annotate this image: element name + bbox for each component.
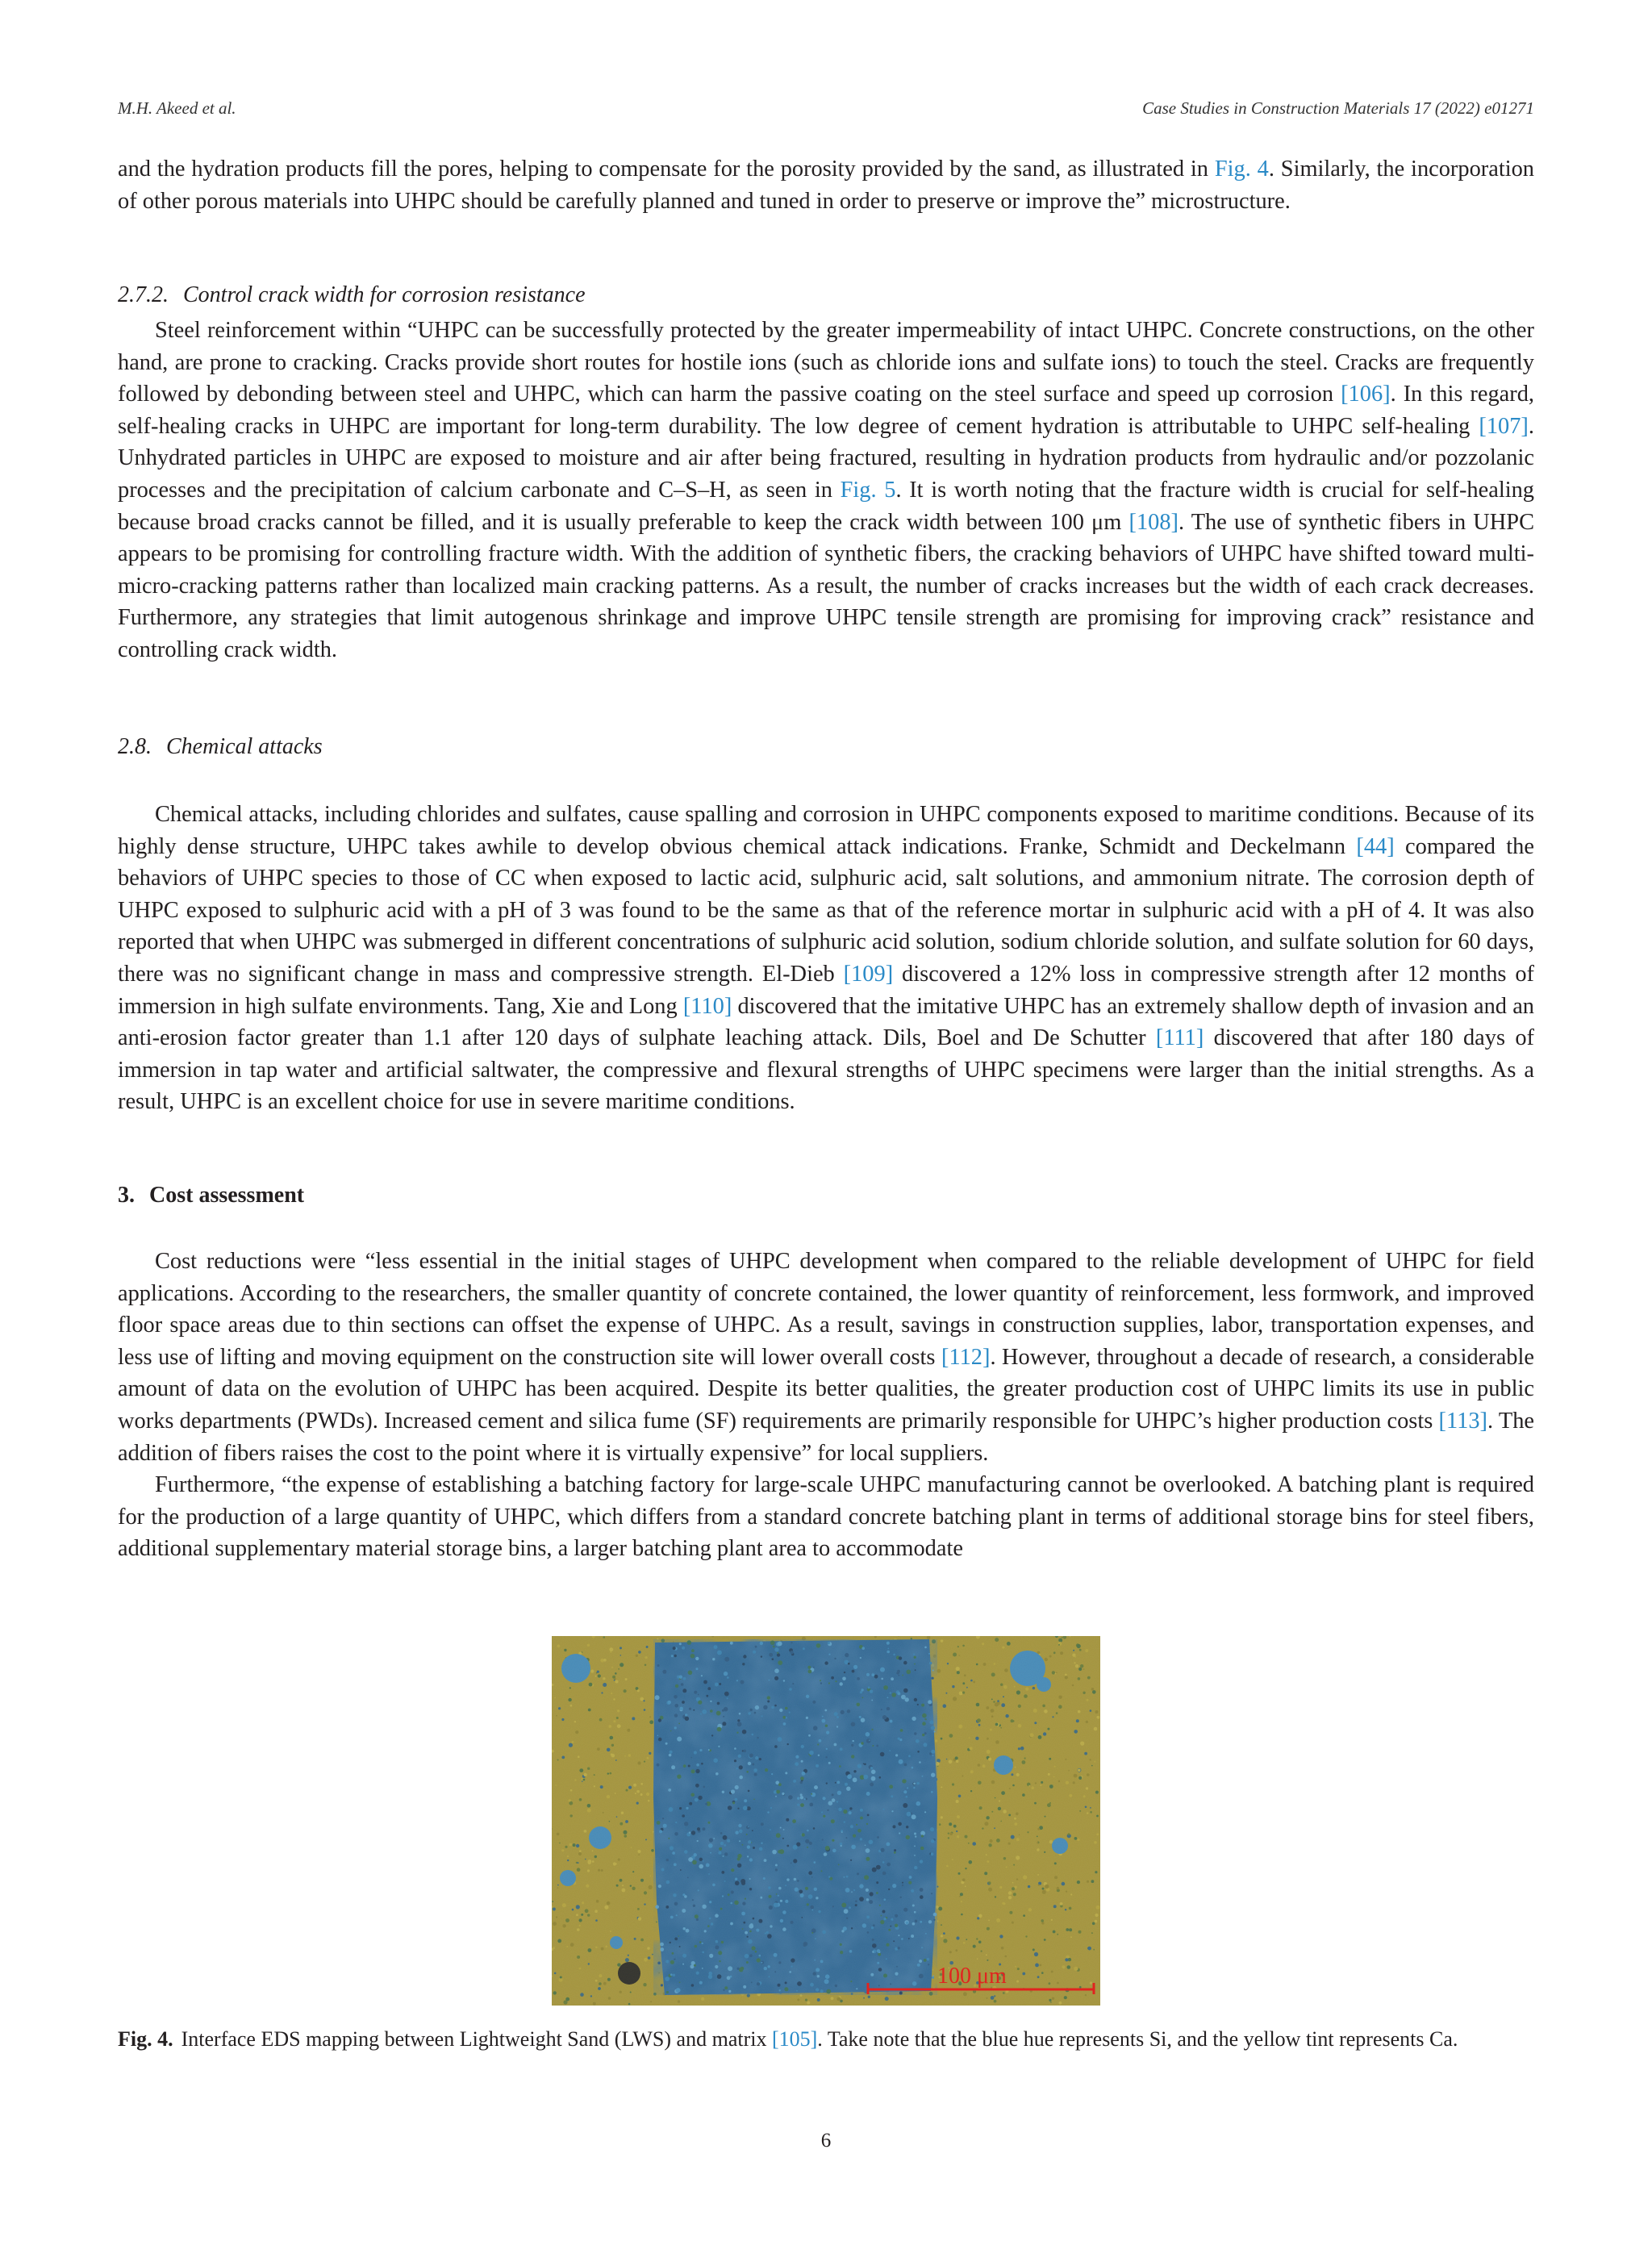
citation-link[interactable]: [113] <box>1438 1408 1487 1434</box>
text-run: . Similarly, the incorporation of other porous materials into UHPC should be carefully planned and tuned in order to preserve or improve the” microstructure. <box>118 157 1535 214</box>
text-run: Furthermore, “the expense of establishing a batching factory for large-scale UHPC manufacturing cannot be overlooked. A batching plant is required for the production of a large quantity of UHPC, which differs from a standard concrete batching plant in terms of additional storage bins for steel fibers, additional supplementary material storage bins, a larger batching plant area to accommodate <box>118 1472 1534 1562</box>
text-run: discovered that the imitative UHPC has an extremely shallow depth of invasion and an anti-erosion factor greater than 1.1 after 120 days of sulphate leaching attack. Dils, Boel and De Schutter <box>118 993 1534 1051</box>
scale-bar-label: 100 μm <box>937 1964 1007 1989</box>
section-title: Chemical attacks <box>166 734 323 759</box>
figure-4-caption <box>118 2025 1534 2054</box>
text-run: Interface EDS mapping between Lightweight Sand (LWS) and matrix <box>181 2027 772 2051</box>
citation-link[interactable]: [112] <box>941 1344 991 1370</box>
section-number: 2.7.2. <box>118 282 169 307</box>
text-run: . Unhydrated particles in UHPC are exposed to moisture and air after being fractured, resulting in hydration products from hydraulic and/or pozzolanic processes and the precipitation of calcium carbonate and C–S–H, as seen in <box>118 413 1534 503</box>
eds-mapping-image <box>552 1636 1100 2006</box>
section-title: Control crack width for corrosion resistance <box>183 282 586 307</box>
citation-link[interactable]: [44] <box>1356 833 1395 859</box>
text-run: discovered a 12% loss in compressive strength after 12 months of immersion in high sulfate environments. Tang, Xie and Long <box>118 961 1534 1019</box>
paragraph-batching-plant <box>118 1469 1534 1565</box>
section-title: Cost assessment <box>149 1183 305 1208</box>
citation-link[interactable]: [108] <box>1128 509 1179 535</box>
text-run: Cost reductions were “less essential in the initial stages of UHPC development when compared to the reliable development of UHPC for field applications. According to the researchers, the smaller quantity of concrete contained, the lower quantity of reinforcement, less formwork, and improved floor space areas due to thin sections can offset the expense of UHPC. As a result, savings in construction supplies, labor, transportation expenses, and less use of lifting and moving equipment on the construction site will lower overall costs <box>118 1249 1534 1370</box>
text-run: compared the behaviors of UHPC species to those of CC when exposed to lactic acid, sulphuric acid, salt solutions, and ammonium nitrate. The corrosion depth of UHPC exposed to sulphuric acid with a pH of 3 was found to be the same as that of the reference mortar in sulphuric acid with a pH of 4. It was also reported that when UHPC was submerged in different concentrations of sulphuric acid solution, sodium chloride solution, and sulfate solution for 60 days, there was no significant change in mass and compressive strength. El-Dieb <box>118 833 1534 987</box>
figure-link[interactable]: Fig. 4 <box>1214 157 1269 182</box>
citation-link[interactable]: [106] <box>1341 382 1391 407</box>
paragraph-chemical-attacks <box>118 799 1534 1118</box>
paragraph-crack-width <box>118 315 1534 666</box>
figure-4-eds-map <box>552 1636 1100 2006</box>
text-run: . Take note that the blue hue represents Si, and the yellow tint represents Ca. <box>817 2027 1458 2051</box>
running-head-authors: M.H. Akeed et al. <box>118 98 236 118</box>
text-run: . However, throughout a decade of research, a considerable amount of data on the evolution of UHPC has been acquired. Despite its better qualities, the greater production cost of UHPC limits its use in public works departments (PWDs). Increased cement and silica fume (SF) requirements are primarily responsible for UHPC’s higher production costs <box>118 1344 1534 1434</box>
section-heading-2-8 <box>118 734 323 760</box>
section-number: 2.8. <box>118 734 152 759</box>
section-number: 3. <box>118 1183 135 1208</box>
text-run: Chemical attacks, including chlorides and sulfates, cause spalling and corrosion in UHPC components exposed to maritime conditions. Because of its highly dense structure, UHPC takes awhile to develop obvious chemical attack indications. Franke, Schmidt and Deckelmann <box>118 802 1534 859</box>
text-run: . The addition of fibers raises the cost to the point where it is virtually expensive” for local suppliers. <box>118 1408 1534 1466</box>
text-run: and the hydration products fill the pores, helping to compensate for the porosity provided by the sand, as illustrated in <box>118 157 1215 182</box>
text-run: . In this regard, self-healing cracks in UHPC are important for long-term durability. The low degree of cement hydration is attributable to UHPC self-healing <box>118 382 1534 439</box>
citation-link[interactable]: [107] <box>1479 413 1529 439</box>
text-run: discovered that after 180 days of immersion in tap water and artificial saltwater, the compressive and flexural strengths of UHPC specimens were larger than the initial strengths. As a result, UHPC is an excellent choice for use in severe maritime conditions. <box>118 1025 1534 1115</box>
page-number: 6 <box>820 2130 832 2152</box>
citation-link[interactable]: [111] <box>1155 1025 1204 1051</box>
paragraph-cost-assessment <box>118 1246 1534 1565</box>
image-grain <box>552 1636 1100 2006</box>
text-run: . The use of synthetic fibers in UHPC appears to be promising for controlling fracture width. With the addition of synthetic fibers, the cracking behaviors of UHPC have shifted toward multi-micro-cracking patterns rather than localized main cracking patterns. As a result, the number of cracks increases but the width of each crack decreases. Furthermore, any strategies that limit autogenous shrinkage and improve UHPC tensile strength are promising for improving crack” resistance and controlling crack width. <box>118 509 1535 662</box>
citation-link[interactable]: [109] <box>843 961 894 987</box>
figure-link[interactable]: Fig. 5 <box>840 477 896 503</box>
text-run: Steel reinforcement within “UHPC can be successfully protected by the greater impermeability of intact UHPC. Concrete constructions, on the other hand, are prone to cracking. Cracks provide short routes for hostile ions (such as chloride ions and sulfate ions) to touch the steel. Cracks are frequently followed by debonding between steel and UHPC, which can harm the passive coating on the steel surface and speed up corrosion <box>118 318 1534 407</box>
caption-label: Fig. 4. <box>118 2027 173 2051</box>
section-heading-2-7-2 <box>118 282 586 308</box>
text-run: . It is worth noting that the fracture width is crucial for self-healing because broad cracks cannot be filled, and it is usually preferable to keep the crack width between 100 μm <box>118 477 1534 535</box>
citation-link[interactable]: [105] <box>771 2027 818 2051</box>
citation-link[interactable]: [110] <box>682 993 732 1019</box>
section-heading-3 <box>118 1183 304 1208</box>
paragraph-continued <box>118 153 1534 217</box>
running-head-journal: Case Studies in Construction Materials 17 (2022) e01271 <box>1142 98 1534 118</box>
